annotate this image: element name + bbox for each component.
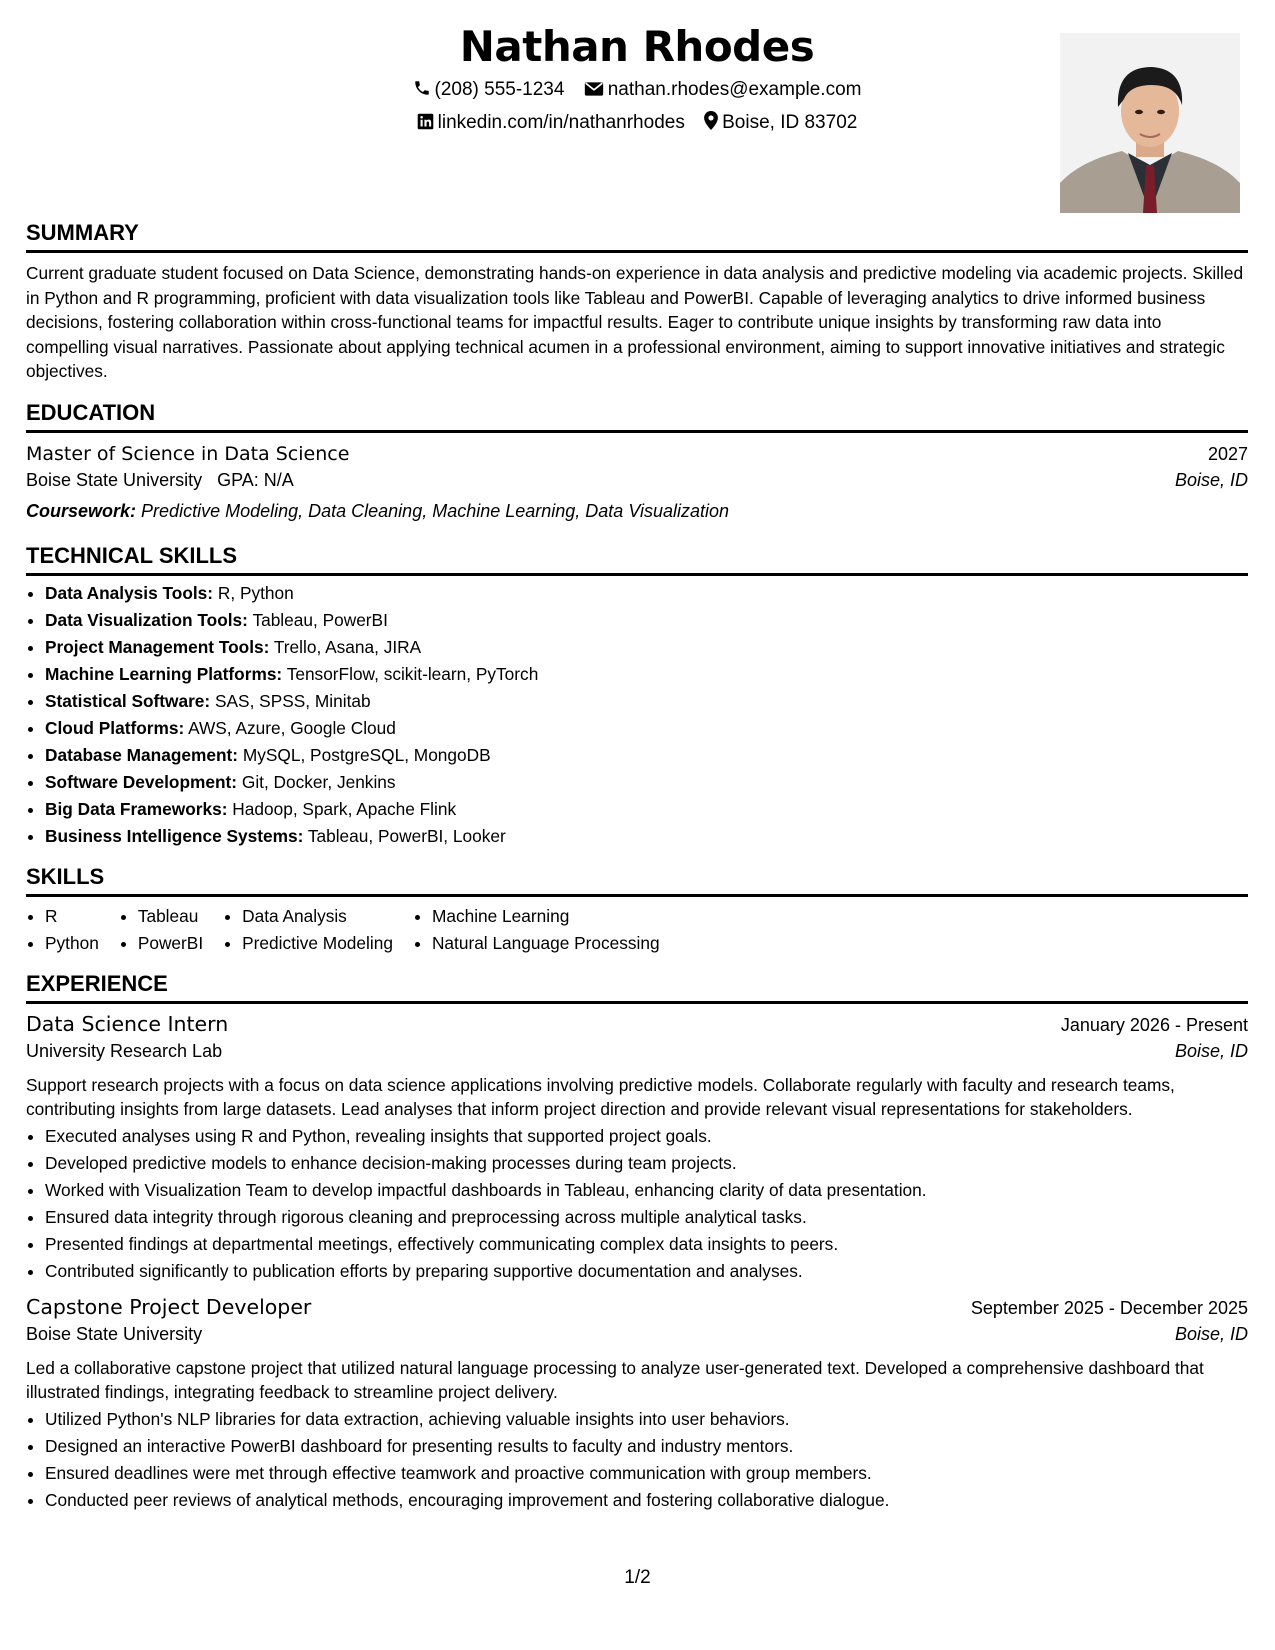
email-address: nathan.rhodes@example.com	[607, 79, 862, 100]
degree-row	[26, 443, 1248, 465]
list-item: • Statistical Software: SAS, SPSS, Minitab	[45, 688, 1248, 715]
list-item: • Big Data Frameworks: Hadoop, Spark, Apache Flink	[45, 796, 1248, 823]
job-org: University Research Lab	[26, 1040, 223, 1061]
resume-page	[26, 0, 1248, 1524]
education-heading: EDUCATION	[26, 400, 1248, 433]
graduation-year: 2027	[1207, 443, 1248, 464]
summary-heading: SUMMARY	[26, 220, 1248, 253]
skills-grid	[26, 903, 1248, 957]
list-item: • Data Analysis Tools: R, Python	[45, 580, 1248, 607]
list-item: • Presented findings at departmental meetings, effectively communicating complex data insights to peers.	[45, 1231, 1248, 1258]
job-dates: September 2025 - December 2025	[970, 1297, 1248, 1318]
envelope-icon	[584, 81, 604, 97]
list-item: • PowerBI	[138, 930, 203, 957]
summary-section	[26, 220, 1248, 384]
job-entry	[26, 1012, 1248, 1285]
job-org-row	[26, 1036, 1248, 1067]
list-item: • Machine Learning	[432, 903, 660, 930]
list-item: • Contributed significantly to publication efforts by preparing supportive documentation and analyses.	[45, 1258, 1248, 1285]
list-item: • Python	[45, 930, 99, 957]
degree-name: Master of Science in Data Science	[26, 442, 350, 465]
job-title: Capstone Project Developer	[26, 1294, 312, 1319]
job-dates: January 2026 - Present	[1060, 1014, 1248, 1035]
list-item: • Designed an interactive PowerBI dashboard for presenting results to faculty and industry mentors.	[45, 1433, 1248, 1460]
summary-text: Current graduate student focused on Data Science, demonstrating hands-on experience in data analysis and predictive modeling via academic projects. Skilled in Python and R programming, proficient with data visualization tools like Tableau and PowerBI. Capable of leveraging analytics to drive informed business decisions, fostering collaboration within cross-functional teams for impactful results. Eager to contribute unique insights by transforming raw data into compelling visual narratives. Passionate about applying technical acumen in a professional environment, aiming to support innovative initiatives and strategic objectives.	[26, 263, 1244, 381]
email-contact[interactable]	[584, 79, 862, 101]
job-bullets	[26, 1123, 1248, 1285]
list-item: • Predictive Modeling	[242, 930, 393, 957]
job-org: Boise State University	[26, 1323, 203, 1344]
list-item: • Project Management Tools: Trello, Asana, JIRA	[45, 634, 1248, 661]
page-number: 1/2	[624, 1567, 651, 1588]
phone-icon	[413, 79, 431, 97]
skills-heading: SKILLS	[26, 864, 1248, 897]
school-location: Boise, ID	[1174, 469, 1248, 490]
skills-column	[223, 903, 393, 957]
list-item: • Software Development: Git, Docker, Jenkins	[45, 769, 1248, 796]
list-item: • Data Analysis	[242, 903, 393, 930]
job-org-row	[26, 1319, 1248, 1350]
list-item: • Machine Learning Platforms: TensorFlow, scikit-learn, PyTorch	[45, 661, 1248, 688]
list-item: • Developed predictive models to enhance decision-making processes during team projects.	[45, 1150, 1248, 1177]
technical-skills-list	[26, 580, 1248, 850]
job-entry	[26, 1295, 1248, 1514]
list-item: • R	[45, 903, 99, 930]
location-contact	[704, 111, 857, 134]
technical-skills-heading: TECHNICAL SKILLS	[26, 543, 1248, 576]
job-location: Boise, ID	[1174, 1323, 1248, 1344]
list-item: • Utilized Python's NLP libraries for data extraction, achieving valuable insights into user behaviors.	[45, 1406, 1248, 1433]
job-location: Boise, ID	[1174, 1040, 1248, 1061]
skills-column	[413, 903, 660, 957]
list-item: • Conducted peer reviews of analytical methods, encouraging improvement and fostering collaborative dialogue.	[45, 1487, 1248, 1514]
list-item: • Ensured data integrity through rigorous cleaning and preprocessing across multiple analytical tasks.	[45, 1204, 1248, 1231]
job-description: Led a collaborative capstone project that utilized natural language processing to analyze user-generated text. Developed a comprehensive dashboard that illustrated findings, integrating feedback to streamline project delivery.	[26, 1357, 1204, 1402]
list-item: • Worked with Visualization Team to develop impactful dashboards in Tableau, enhancing clarity of data presentation.	[45, 1177, 1248, 1204]
gpa-text: GPA: N/A	[217, 469, 294, 490]
skills-column	[119, 903, 203, 957]
school-name: Boise State University	[26, 469, 203, 490]
linkedin-contact[interactable]	[417, 112, 685, 134]
job-bullets	[26, 1406, 1248, 1514]
coursework-list: Predictive Modeling, Data Cleaning, Machine Learning, Data Visualization	[141, 500, 730, 521]
coursework-label: Coursework:	[26, 500, 137, 521]
linkedin-icon	[417, 113, 434, 130]
experience-heading: EXPERIENCE	[26, 971, 1248, 1004]
linkedin-url: linkedin.com/in/nathanrhodes	[437, 112, 685, 133]
list-item: • Executed analyses using R and Python, revealing insights that supported project goals.	[45, 1123, 1248, 1150]
education-section	[26, 400, 1248, 527]
list-item: • Tableau	[138, 903, 203, 930]
location-text: Boise, ID 83702	[722, 112, 858, 133]
skills-column	[26, 903, 99, 957]
list-item: • Natural Language Processing	[432, 930, 660, 957]
profile-photo	[1060, 33, 1240, 213]
map-pin-icon	[704, 111, 718, 130]
list-item: • Cloud Platforms: AWS, Azure, Google Cloud	[45, 715, 1248, 742]
list-item: • Data Visualization Tools: Tableau, PowerBI	[45, 607, 1248, 634]
job-title-row	[26, 1012, 1248, 1036]
technical-skills-section	[26, 543, 1248, 850]
school-row	[26, 465, 1248, 496]
phone-number: (208) 555-1234	[434, 79, 565, 100]
coursework-row	[26, 496, 1248, 527]
job-title: Data Science Intern	[26, 1011, 229, 1036]
resume-header	[26, 0, 1248, 220]
job-description: Support research projects with a focus on data science applications involving predictive models. Collaborate regularly with faculty and research teams, contributing insights from large datasets. Lead analyses that inform project direction and provide relevant visual representations for stakeholders.	[26, 1074, 1175, 1119]
candidate-name: Nathan Rhodes	[459, 22, 815, 71]
phone-contact	[413, 79, 565, 101]
job-title-row	[26, 1295, 1248, 1319]
list-item: • Database Management: MySQL, PostgreSQL, MongoDB	[45, 742, 1248, 769]
list-item: • Ensured deadlines were met through effective teamwork and proactive communication with group members.	[45, 1460, 1248, 1487]
skills-section	[26, 864, 1248, 957]
experience-section	[26, 971, 1248, 1514]
list-item: • Business Intelligence Systems: Tableau, PowerBI, Looker	[45, 823, 1248, 850]
